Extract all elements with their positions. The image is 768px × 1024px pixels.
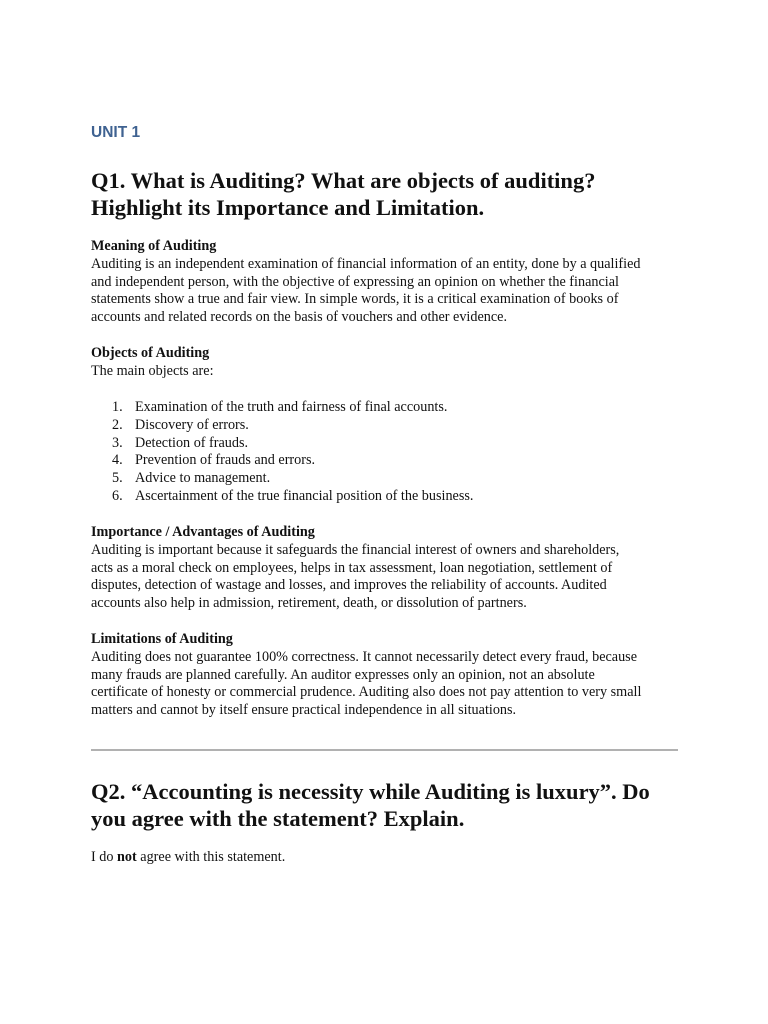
- list-text: Discovery of errors.: [135, 416, 249, 433]
- limitations-section: [91, 631, 691, 720]
- meaning-heading: Meaning of Auditing: [91, 238, 217, 254]
- list-item: [112, 399, 473, 417]
- list-text: Ascertainment of the true financial position of the business.: [135, 487, 474, 504]
- list-number: 5.: [112, 470, 123, 487]
- objects-heading: Objects of Auditing: [91, 345, 210, 361]
- list-text: Examination of the truth and fairness of final accounts.: [135, 399, 448, 415]
- limitations-line: Auditing does not guarantee 100% correctness. It cannot necessarily detect every fraud, because: [91, 648, 637, 665]
- objects-list: [112, 399, 473, 506]
- importance-line: disputes, detection of wastage and losses, and improves the reliability of accounts. Audited: [91, 577, 607, 594]
- importance-line: accounts also help in admission, retirement, death, or dissolution of partners.: [91, 595, 527, 612]
- list-text: Prevention of frauds and errors.: [135, 452, 316, 469]
- objects-section: [91, 345, 691, 381]
- meaning-line: Auditing is an independent examination of financial information of an entity, done by a qualified: [91, 255, 641, 272]
- list-item: [112, 470, 473, 488]
- question-1-title-line-2: Highlight its Importance and Limitation.: [91, 195, 485, 220]
- list-number: 1.: [112, 399, 123, 415]
- list-text: Advice to management.: [135, 470, 271, 487]
- list-number: 6.: [112, 487, 123, 504]
- question-1-title: [91, 167, 691, 221]
- list-item: [112, 488, 473, 506]
- list-number: 2.: [112, 416, 123, 433]
- answer-text-end: agree with this statement.: [136, 849, 286, 865]
- meaning-section: [91, 238, 691, 327]
- objects-intro: The main objects are:: [91, 362, 214, 379]
- limitations-line: many frauds are planned carefully. An auditor expresses only an opinion, not an absolute: [91, 666, 595, 683]
- list-number: 4.: [112, 452, 123, 469]
- list-item: [112, 417, 473, 435]
- question-2-title-line-2: you agree with the statement? Explain.: [91, 806, 465, 831]
- question-2-title: [91, 778, 691, 832]
- list-number: 3.: [112, 434, 123, 451]
- unit-heading: UNIT 1: [91, 124, 141, 141]
- importance-line: acts as a moral check on employees, helps in tax assessment, loan negotiation, settlement of: [91, 559, 613, 576]
- list-item: [112, 452, 473, 470]
- answer-emphasis: not: [117, 849, 137, 865]
- limitations-line: certificate of honesty or commercial prudence. Auditing also does not pay attention to very small: [91, 684, 642, 701]
- list-text: Detection of frauds.: [135, 434, 249, 451]
- horizontal-divider: [91, 749, 678, 751]
- limitations-line: matters and cannot by itself ensure practical independence in all situations.: [91, 702, 517, 719]
- answer-text: [91, 849, 285, 867]
- importance-line: Auditing is important because it safeguards the financial interest of owners and shareholders,: [91, 541, 620, 558]
- limitations-heading: Limitations of Auditing: [91, 631, 233, 647]
- importance-section: [91, 524, 691, 613]
- meaning-line: accounts and related records on the basis of vouchers and other evidence.: [91, 309, 508, 326]
- answer-text-start: I do: [91, 849, 118, 865]
- meaning-line: and independent person, with the objective of expressing an opinion on whether the financial: [91, 273, 619, 290]
- question-2-title-line-1: Q2. “Accounting is necessity while Auditing is luxury”. Do: [91, 779, 650, 804]
- importance-heading: Importance / Advantages of Auditing: [91, 524, 315, 540]
- list-item: [112, 435, 473, 453]
- meaning-line: statements show a true and fair view. In simple words, it is a critical examination of books of: [91, 291, 619, 308]
- question-1-title-line-1: Q1. What is Auditing? What are objects of auditing?: [91, 168, 596, 193]
